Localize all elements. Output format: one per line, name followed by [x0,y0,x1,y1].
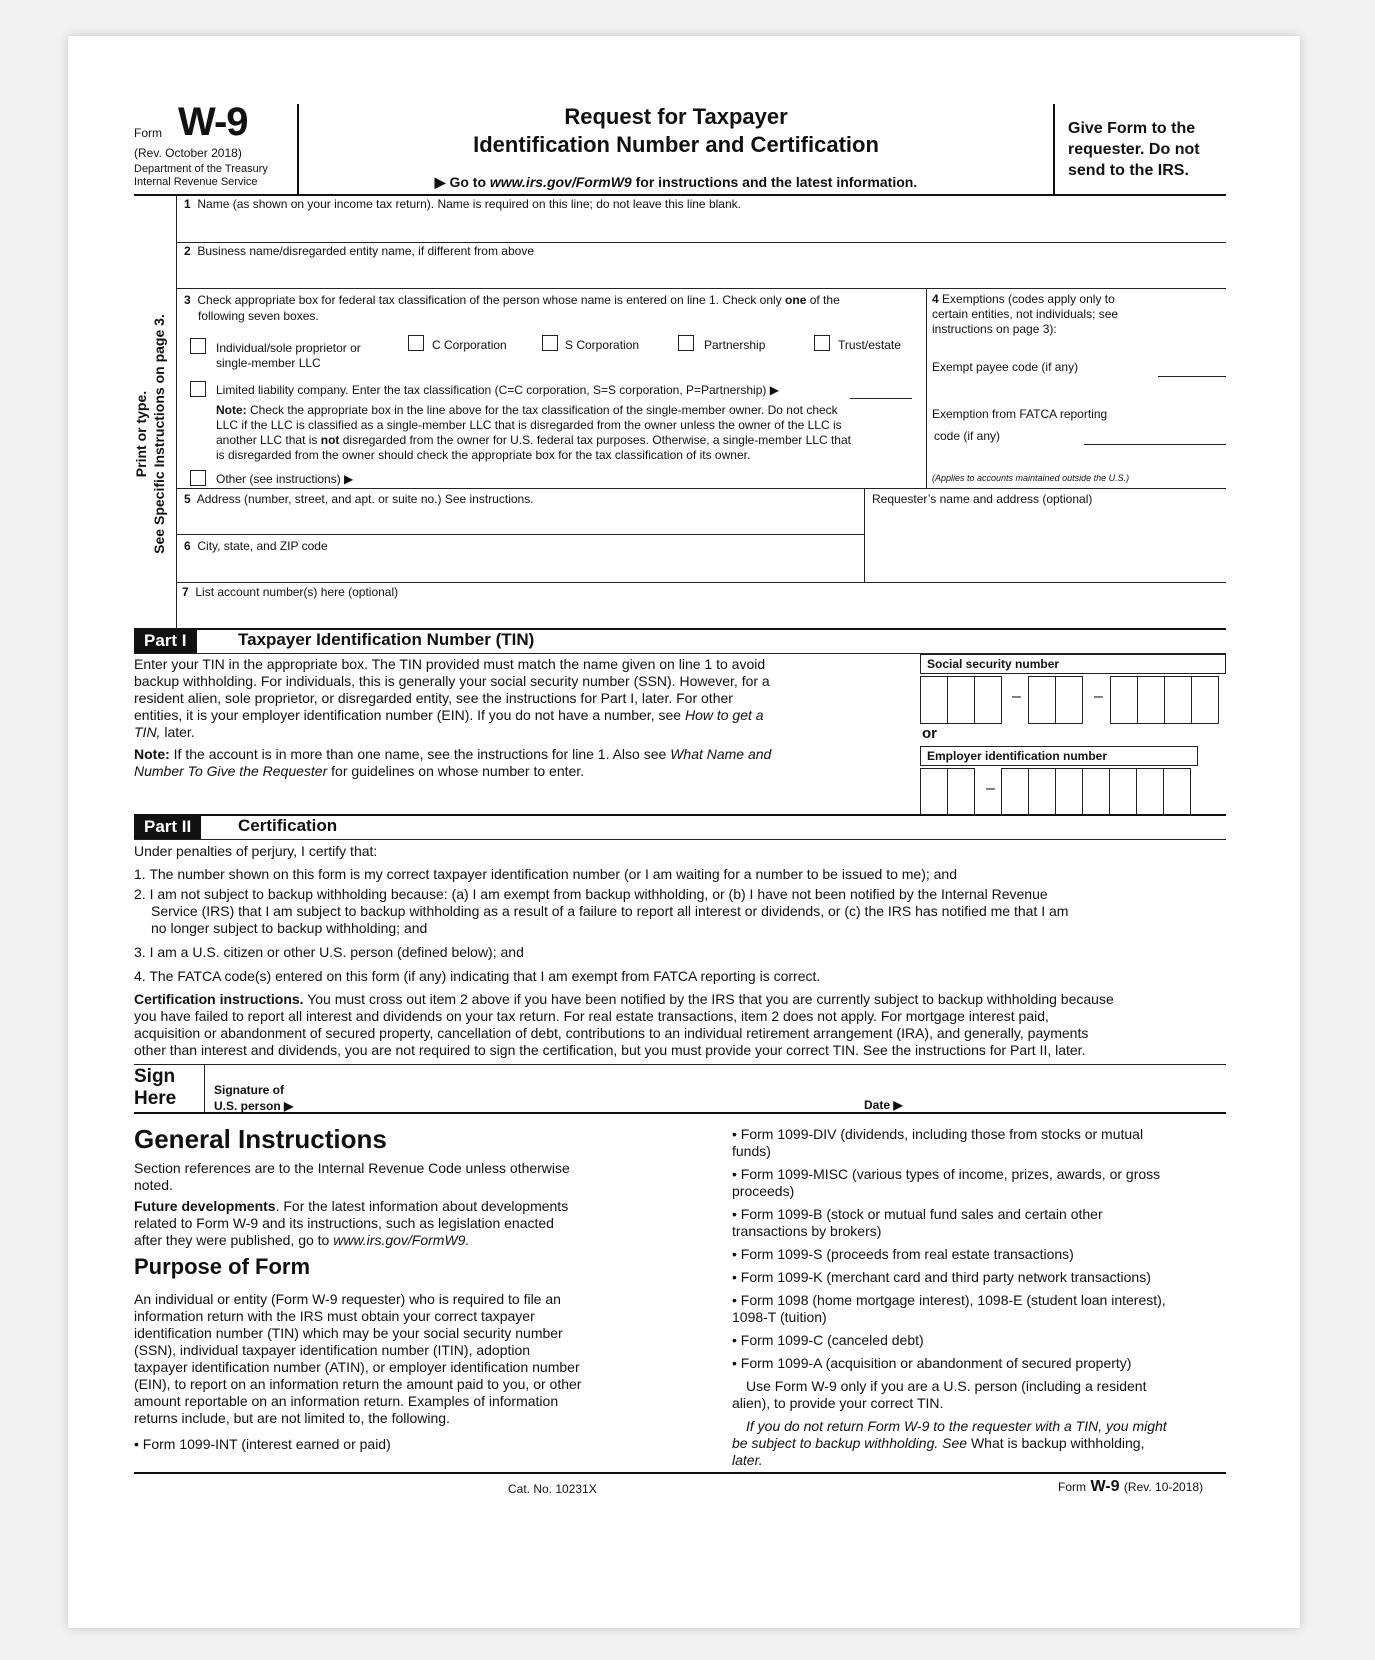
line6-label: 6 City, state, and ZIP code [184,539,328,553]
part1-tag: Part I [134,629,197,653]
footer-rule [134,1472,1226,1474]
ein-digit-8[interactable] [1136,768,1164,816]
arrow-icon: ▶ [434,174,446,190]
individual-checkbox[interactable] [190,338,206,354]
list-item: • Form 1099-S (proceeds from real estate transactions) [732,1246,1074,1262]
trust-estate-checkbox[interactable] [814,335,830,351]
footer-form-id: Form W-9 (Rev. 10-2018) [1058,1478,1204,1495]
irs-url-link-2[interactable]: www.irs.gov/FormW9. [333,1232,470,1248]
llc-classification-input[interactable] [850,398,912,399]
partnership-label: Partnership [704,338,766,352]
ein-digit-1[interactable] [920,768,948,816]
list-item: • Form 1098 (home mortgage interest), 1098-E (student loan interest), 1098-T (tuition) [732,1292,1166,1325]
sign-here-label: Sign Here [134,1066,177,1109]
llc-checkbox[interactable] [190,381,206,397]
partnership-checkbox[interactable] [678,335,694,351]
revision-date: (Rev. October 2018) [134,146,242,160]
sign-top-rule [134,1064,1226,1065]
signature-field[interactable] [308,1070,848,1110]
header-divider-right [1053,104,1055,194]
sign-divider [204,1064,205,1112]
ein-label: Employer identification number [920,746,1198,766]
certification-item-3: 3. I am a U.S. citizen or other U.S. person (defined below); and [134,944,524,960]
certification-instructions: Certification instructions. You must cross out item 2 above if you have been notified by the IRS that you are currently subject to backup withholding because you have failed to report all interest and dividends on your tax return. For real estate transactions, item 2 does not apply. For mortgage interest paid, acquisition or abandonment of secured property, cancellation of debt, contributions to an individual retirement arrangement (IRA), and generally, payments other than interest and dividends, you are not required to sign the certification, but you must provide your correct TIN. See the instructions for Part II, later. [134,991,1114,1058]
line3-note: Note: Check the appropriate box in the line above for the tax classification of the single-member owner. Do not check LLC if the LLC is classified as a single-member LLC that is disregarded from the owner unless the owner of the LLC is another LLC that is not disregarded from the owner for U.S. federal tax purposes. Otherwise, a single-member LLC that is disregarded from the owner should check the appropriate box for the tax classification of its owner. [216,403,851,462]
sign-bottom-rule [134,1112,1226,1114]
signature-label: Signature of U.S. person ▶ [214,1083,294,1113]
form-title-line1: Request for Taxpayer [564,104,788,129]
side-divider [176,196,177,628]
section-references: Section references are to the Internal Revenue Code unless otherwise noted. [134,1160,570,1193]
list-item: • Form 1099-C (canceled debt) [732,1332,924,1348]
part1-note: Note: If the account is in more than one name, see the instructions for line 1. Also see What Name and Number To Give the Requester for guidelines on whose number to enter. [134,746,772,779]
line4-divider [926,288,927,488]
requester-input[interactable] [868,508,1222,578]
certification-intro: Under penalties of perjury, I certify that: [134,843,378,859]
certification-item-4: 4. The FATCA code(s) entered on this form (if any) indicating that I am exempt from FATCA reporting is correct. [134,968,821,984]
other-checkbox[interactable] [190,470,206,486]
requester-divider [864,488,865,582]
line5-rule [176,534,864,535]
purpose-paragraph: An individual or entity (Form W-9 requester) who is required to file an information return with the IRS must obtain your correct taxpayer identification number (TIN) which may be your social security number (SSN), individual taxpayer identification number (ITIN), adoption taxpayer identification number (ATIN), or employer identification number (EIN), to report on an information return the amount paid to you, or other amount reportable on an information return. Examples of information returns include, but are not limited to, the following. [134,1291,582,1426]
ein-digit-4[interactable] [1028,768,1056,816]
certification-item-1: 1. The number shown on this form is my correct taxpayer identification number (or I am waiting for a number to be issued to me); and [134,866,958,882]
line2-rule [176,288,1226,289]
date-label: Date ▶ [864,1098,903,1112]
ein-input[interactable] [920,768,1226,814]
requester-label: Requester’s name and address (optional) [872,492,1093,506]
line2-label: 2 Business name/disregarded entity name, if different from above [184,244,534,258]
line5-label: 5 Address (number, street, and apt. or suite no.) See instructions. [184,492,534,506]
certification-item-2: 2. I am not subject to backup withholding because: (a) I am exempt from backup withholding, or (b) I have not been notified by the Internal Revenue Service (IRS) that I am subject to backup withholding as a result of a failure to report all interest or dividends, or (c) the IRS has notified me that I am no longer subject to backup withholding; and [134,886,1069,936]
department: Department of the Treasury [134,163,268,175]
exempt-payee-label: Exempt payee code (if any) [932,360,1079,374]
address-input[interactable] [180,508,860,532]
ssn-dash-1: – [1012,688,1021,705]
ssn-digit-4[interactable] [1028,676,1056,724]
list-item: • Form 1099-INT (interest earned or paid) [134,1436,391,1452]
ssn-digit-7[interactable] [1137,676,1165,724]
individual-label: Individual/sole proprietor or single-member LLC [216,341,361,370]
ssn-dash-2: – [1094,688,1103,705]
list-item: • Form 1099-MISC (various types of income, prizes, awards, or gross proceeds) [732,1166,1161,1199]
list-item: • Form 1099-K (merchant card and third party network transactions) [732,1269,1151,1285]
line3-label: 3 Check appropriate box for federal tax classification of the person whose name is entered on line 1. Check only one of the following seven boxes. [184,293,840,323]
list-item: • Form 1099-B (stock or mutual fund sales and certain other transactions by brokers) [732,1206,1103,1239]
c-corporation-label: C Corporation [432,338,507,352]
line1-label: 1 Name (as shown on your income tax return). Name is required on this line; do not leave this line blank. [184,197,741,211]
future-developments: Future developments. For the latest information about developments related to Form W-9 and its instructions, such as legislation enacted after they were published, go to www.irs.gov/FormW9. [134,1198,569,1248]
ssn-digit-1[interactable] [920,676,948,724]
irs-url-link[interactable]: www.irs.gov/FormW9 [489,174,632,190]
date-field[interactable] [918,1080,1218,1110]
catalog-number: Cat. No. 10231X [508,1482,597,1496]
list-item: • Form 1099-DIV (dividends, including those from stocks or mutual funds) [732,1126,1144,1159]
side-label: Print or type. See Specific Instructions on page 3. [133,314,167,554]
general-instructions-heading: General Instructions [134,1124,387,1154]
business-name-input[interactable] [180,260,1222,286]
use-form-paragraph: Use Form W-9 only if you are a U.S. person (including a resident alien), to provide your correct TIN. [732,1378,1147,1411]
form-label: Form [134,126,162,140]
fatca-label-line1: Exemption from FATCA reporting [932,407,1108,421]
header-divider-left [297,104,299,194]
ein-dash: – [986,780,995,797]
c-corporation-checkbox[interactable] [408,335,424,351]
form-number: W-9 [178,100,248,144]
ein-digit-3[interactable] [1001,768,1029,816]
ssn-digit-9[interactable] [1191,676,1219,724]
llc-label: Limited liability company. Enter the tax classification (C=C corporation, S=S corporation, P=Partnership) ▶ [216,383,779,397]
line3-bottom-rule [176,488,1226,489]
ein-digit-7[interactable] [1109,768,1137,816]
form-sheet [68,36,1300,1628]
line6-rule [176,582,1226,583]
part1-instructions: Enter your TIN in the appropriate box. The TIN provided must match the name given on line 1 to avoid backup withholding. For individuals, this is generally your social security number (SSN). However, for a resident alien, sole proprietor, or disregarded entity, see the instructions for Part I, later. For other entities, it is your employer identification number (EIN). If you do not have a number, see How to get a TIN, later. [134,656,770,740]
line4-label: 4 Exemptions (codes apply only to certain entities, not individuals; see instructions on page 3): [932,292,1119,336]
s-corporation-checkbox[interactable] [542,335,558,351]
other-label: Other (see instructions) ▶ [216,472,354,486]
part2-tag: Part II [134,815,201,839]
ssn-digit-3[interactable] [974,676,1002,724]
form-title-line2: Identification Number and Certification [473,132,879,157]
give-form-notice: Give Form to the requester. Do not send to the IRS. [1068,120,1200,179]
fatca-code-input[interactable] [1084,444,1226,445]
ein-digit-2[interactable] [947,768,975,816]
fatca-label-line2: code (if any) [934,429,1001,443]
ssn-digit-2[interactable] [947,676,975,724]
line1-rule [176,242,1226,243]
agency: Internal Revenue Service [134,176,258,188]
header-bottom-rule [134,194,1226,196]
or-label: or [922,725,937,742]
ssn-input[interactable] [920,676,1226,722]
s-corporation-label: S Corporation [565,338,640,352]
goto-instructions: ▶ Go to www.irs.gov/FormW9 for instructions and the latest information. [434,174,918,190]
ssn-digit-6[interactable] [1110,676,1138,724]
ein-digit-5[interactable] [1055,768,1083,816]
part2-title: Certification [238,816,338,835]
line7-label: 7 List account number(s) here (optional) [182,585,399,599]
list-item: • Form 1099-A (acquisition or abandonment of secured property) [732,1355,1132,1371]
purpose-heading: Purpose of Form [134,1254,311,1279]
part1-title: Taxpayer Identification Number (TIN) [238,630,535,649]
ein-digit-6[interactable] [1082,768,1110,816]
ssn-label: Social security number [920,654,1226,674]
part2-title-rule [134,839,1226,840]
ein-digit-9[interactable] [1163,768,1191,816]
account-numbers-input[interactable] [180,601,1222,625]
ssn-digit-8[interactable] [1164,676,1192,724]
exempt-payee-input[interactable] [1158,376,1226,377]
fatca-applies-note: (Applies to accounts maintained outside the U.S.) [932,473,1130,483]
trust-estate-label: Trust/estate [838,338,901,352]
name-input[interactable] [180,212,1222,240]
ssn-digit-5[interactable] [1055,676,1083,724]
backup-withholding-paragraph: If you do not return Form W-9 to the requester with a TIN, you might be subject to backup withholding. See What is backup withholding, later. [732,1418,1167,1468]
city-state-zip-input[interactable] [180,555,860,579]
